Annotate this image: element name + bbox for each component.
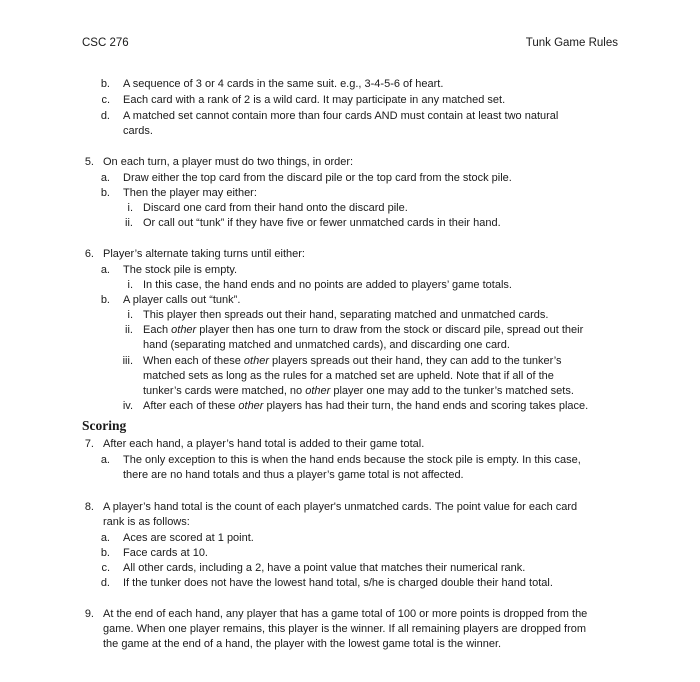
list-marker: a. <box>100 454 110 466</box>
list-text: Or call out “tunk” if they have five or fewer unmatched cards in their hand. <box>143 217 501 229</box>
list-marker: c. <box>101 94 110 106</box>
scoring-heading: Scoring <box>82 418 127 433</box>
list-marker: 7. <box>84 438 94 450</box>
list-marker: iv. <box>122 400 133 412</box>
list-marker: 8. <box>84 501 94 513</box>
list-marker: 9. <box>84 608 94 620</box>
list-marker: ii. <box>125 217 133 229</box>
document-title: Tunk Game Rules <box>525 37 618 49</box>
list-text: Draw either the top card from the discard pile or the top card from the stock pile. <box>123 172 512 184</box>
list-text: In this case, the hand ends and no points are added to players’ game totals. <box>143 279 512 291</box>
list-marker: b. <box>100 294 110 306</box>
list-text: After each of these other players has had their turn, the hand ends and scoring takes place. <box>143 400 589 412</box>
list-text: This player then spreads out their hand, separating matched and unmatched cards. <box>143 309 549 321</box>
list-marker: 6. <box>84 248 94 260</box>
list-marker: a. <box>100 532 110 544</box>
list-text: If the tunker does not have the lowest hand total, s/he is charged double their hand total. <box>123 577 553 589</box>
list-marker: b. <box>100 547 110 559</box>
list-marker: i. <box>127 202 133 214</box>
list-text: When each of these other players spreads out their hand, they can add to the tunker’s matched sets as long as the rules for a matched set are upheld. Note that if all of the tunker’s cards were matched, no other player one may add to the tunker’s matched sets. <box>143 355 574 398</box>
list-text: All other cards, including a 2, have a point value that matches their numerical rank. <box>123 562 526 574</box>
list-text: Each other player then has one turn to draw from the stock or discard pile, spread out their hand (separating matched and unmatched cards), and discarding one card. <box>143 324 584 352</box>
list-text: Face cards at 10. <box>123 547 208 559</box>
list-text: On each turn, a player must do two things, in order: <box>103 156 354 168</box>
list-marker: c. <box>101 562 110 574</box>
list-marker: b. <box>100 187 110 199</box>
list-marker: b. <box>100 78 110 90</box>
list-marker: 5. <box>84 156 94 168</box>
list-text: After each hand, a player’s hand total is added to their game total. <box>103 438 425 450</box>
list-text: Each card with a rank of 2 is a wild card. It may participate in any matched set. <box>123 94 506 106</box>
list-marker: i. <box>127 279 133 291</box>
list-text: At the end of each hand, any player that has a game total of 100 or more points is dropped from the game. When one player remains, this player is the winner. If all remaining players are dropped from the game at the end of a hand, the player with the lowest game total is the winner. <box>103 608 588 651</box>
list-text: The only exception to this is when the hand ends because the stock pile is empty. In this case, there are no hand totals and thus a player’s game total is not affected. <box>123 454 581 482</box>
course-code: CSC 276 <box>82 37 129 49</box>
list-marker: i. <box>127 309 133 321</box>
list-marker: a. <box>100 264 110 276</box>
list-marker: a. <box>100 172 110 184</box>
list-text: A matched set cannot contain more than four cards AND must contain at least two natural cards. <box>123 110 559 138</box>
list-text: Player’s alternate taking turns until either: <box>103 248 305 260</box>
list-text: Then the player may either: <box>123 187 257 199</box>
list-text: A sequence of 3 or 4 cards in the same suit. e.g., 3-4-5-6 of heart. <box>123 78 444 90</box>
list-marker: ii. <box>125 324 133 336</box>
list-text: A player’s hand total is the count of each player's unmatched cards. The point value for each card rank is as follows: <box>103 501 578 529</box>
list-text: A player calls out “tunk”. <box>123 294 241 306</box>
list-text: The stock pile is empty. <box>123 264 238 276</box>
list-marker: d. <box>100 110 110 122</box>
list-text: Discard one card from their hand onto the discard pile. <box>143 202 408 214</box>
list-text: Aces are scored at 1 point. <box>123 532 254 544</box>
list-marker: iii. <box>122 355 133 367</box>
list-marker: d. <box>100 577 110 589</box>
